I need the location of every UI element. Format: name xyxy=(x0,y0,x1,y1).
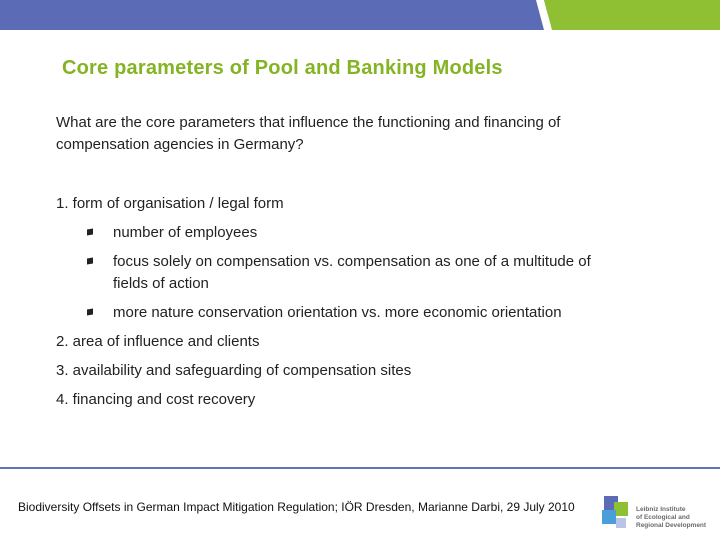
bullet-item-3: more nature conservation orientation vs. more economic orientation xyxy=(113,304,562,321)
bullet-item-1: number of employees xyxy=(113,224,258,241)
bullet-item-2-continued: fields of action xyxy=(113,275,209,292)
bullet-marker xyxy=(87,228,93,235)
logo-line-3: Regional Development xyxy=(636,522,707,529)
intro-question: What are the core parameters that influence the functioning and financing of compensation agencies in Germany? xyxy=(56,114,561,153)
header-banner xyxy=(0,0,720,30)
header-blue-band xyxy=(0,0,548,30)
logo-line-2: of Ecological and xyxy=(636,514,690,521)
footer-citation: Biodiversity Offsets in German Impact Mitigation Regulation; IÖR Dresden, Marianne Darbi, 29 July 2010 xyxy=(18,500,575,514)
list-item-1: 1. form of organisation / legal form xyxy=(56,195,284,212)
header-green-band xyxy=(544,0,720,30)
header-banner-graphic xyxy=(0,0,720,30)
slide-title: Core parameters of Pool and Banking Models xyxy=(62,57,503,79)
list-item-3: 3. availability and safeguarding of compensation sites xyxy=(56,362,412,379)
bullet-item-2: focus solely on compensation vs. compensation as one of a multitude of xyxy=(113,253,591,270)
list-item-4: 4. financing and cost recovery xyxy=(56,391,256,408)
bullet-marker xyxy=(87,257,93,264)
logo-line-1: Leibniz Institute xyxy=(636,506,686,513)
footer-divider xyxy=(0,467,720,469)
leibniz-institute-logo xyxy=(600,492,720,540)
logo-wordmark xyxy=(636,506,706,530)
logo-squares-icon xyxy=(600,496,630,532)
list-item-2: 2. area of influence and clients xyxy=(56,333,260,350)
bullet-marker xyxy=(87,308,93,315)
